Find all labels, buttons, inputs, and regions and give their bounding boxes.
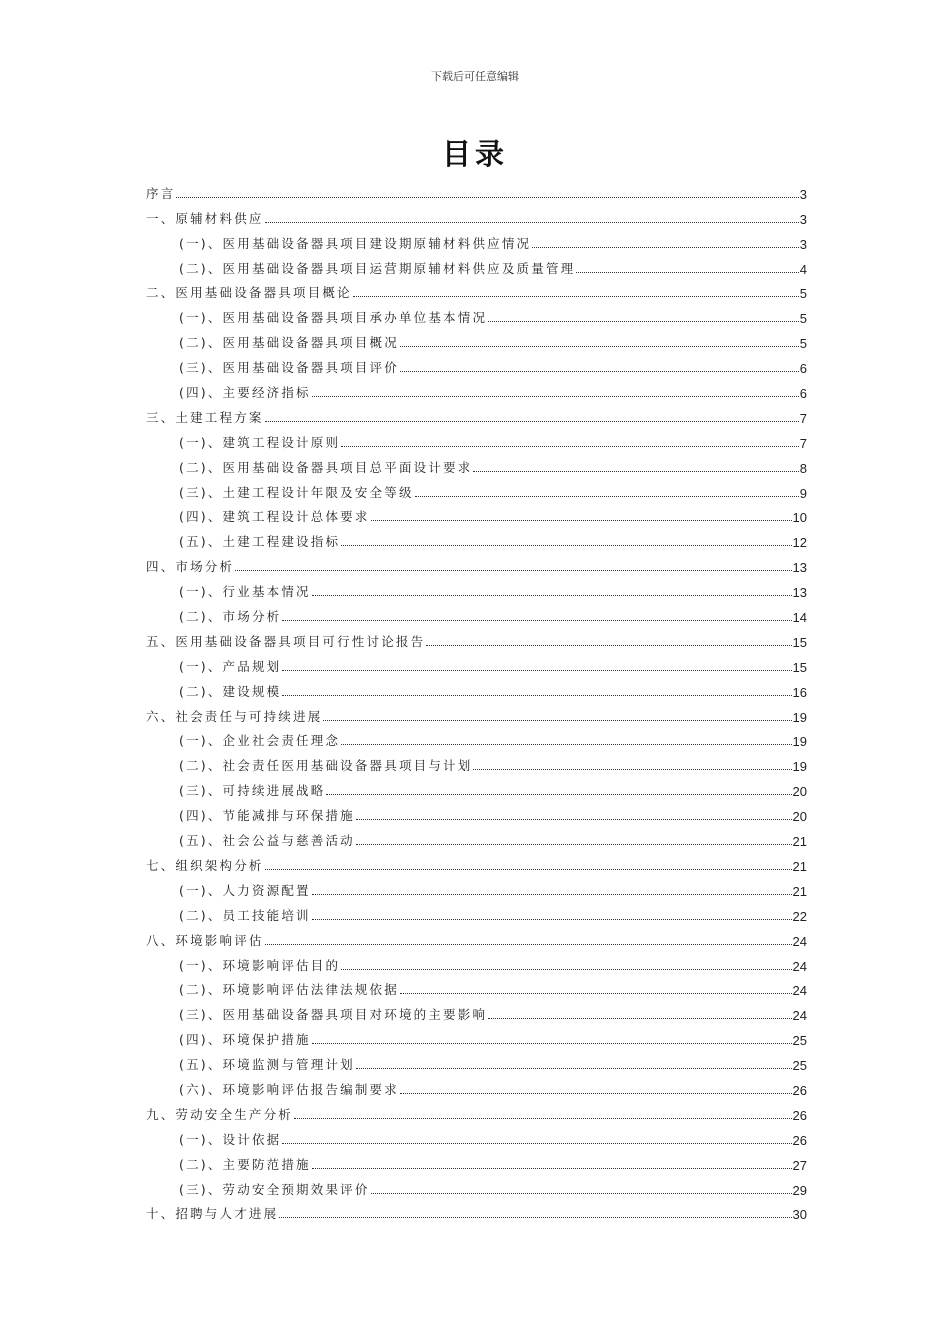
toc-page-number: 19 — [792, 759, 807, 775]
toc-dot-leader — [371, 519, 792, 521]
toc-dot-leader — [400, 345, 799, 347]
toc-dot-leader — [294, 1117, 792, 1119]
toc-subsection-entry[interactable] — [146, 1173, 807, 1198]
toc-page-number: 19 — [792, 734, 807, 750]
toc-page-number: 13 — [792, 560, 807, 576]
toc-entry-label: 三、土建工程方案 — [146, 409, 264, 425]
toc-page-number: 19 — [792, 709, 807, 725]
toc-section-entry[interactable] — [146, 700, 807, 725]
toc-page-number: 24 — [792, 983, 807, 999]
toc-page-number: 30 — [792, 1207, 807, 1223]
toc-entry-label: (三)、劳动安全预期效果评价 — [179, 1181, 370, 1197]
toc-entry-label: (一)、行业基本情况 — [179, 584, 311, 600]
toc-entry-label: (三)、土建工程设计年限及安全等级 — [179, 484, 414, 500]
toc-dot-leader — [265, 420, 799, 422]
toc-page-number: 6 — [799, 361, 807, 377]
toc-dot-leader — [312, 1167, 792, 1169]
toc-page-number: 24 — [792, 958, 807, 974]
toc-page-number: 26 — [792, 1082, 807, 1098]
toc-dot-leader — [282, 694, 791, 696]
toc-dot-leader — [312, 893, 792, 895]
toc-entry-label: 五、医用基础设备器具项目可行性讨论报告 — [146, 633, 426, 649]
toc-subsection-entry[interactable] — [146, 650, 807, 675]
toc-section-entry[interactable] — [146, 1098, 807, 1123]
toc-entry-label: (一)、设计依据 — [179, 1131, 282, 1147]
toc-dot-leader — [265, 943, 792, 945]
toc-subsection-entry[interactable] — [146, 227, 807, 252]
toc-page-number: 7 — [799, 435, 807, 451]
toc-dot-leader — [323, 719, 791, 721]
page-title: 目录 — [441, 137, 508, 171]
toc-subsection-entry[interactable] — [146, 252, 807, 277]
toc-subsection-entry[interactable] — [146, 326, 807, 351]
toc-entry-label: (四)、环境保护措施 — [179, 1032, 311, 1048]
toc-page-number: 26 — [792, 1132, 807, 1148]
toc-entry-label: (二)、医用基础设备器具项目总平面设计要求 — [179, 459, 473, 475]
toc-dot-leader — [400, 1092, 792, 1094]
toc-subsection-entry[interactable] — [146, 1073, 807, 1098]
toc-entry-label: 九、劳动安全生产分析 — [146, 1106, 294, 1122]
toc-entry-label: (一)、人力资源配置 — [179, 882, 311, 898]
toc-dot-leader — [341, 743, 791, 745]
toc-dot-leader — [279, 1216, 791, 1218]
toc-entry-label: (二)、医用基础设备器具项目概况 — [179, 335, 399, 351]
toc-dot-leader — [371, 1192, 792, 1194]
toc-page-number: 21 — [792, 883, 807, 899]
table-of-contents — [146, 177, 807, 1222]
toc-section-entry[interactable] — [146, 924, 807, 949]
toc-dot-leader — [282, 619, 791, 621]
toc-page-number: 3 — [799, 236, 807, 252]
toc-page-number: 20 — [792, 784, 807, 800]
toc-page-number: 16 — [792, 684, 807, 700]
toc-entry-label: (三)、可持续进展战略 — [179, 783, 326, 799]
toc-page-number: 27 — [792, 1157, 807, 1173]
toc-page-number: 21 — [792, 834, 807, 850]
toc-entry-label: 八、环境影响评估 — [146, 932, 264, 948]
toc-section-entry[interactable] — [146, 202, 807, 227]
toc-subsection-entry[interactable] — [146, 774, 807, 799]
toc-dot-leader — [282, 669, 791, 671]
toc-subsection-entry[interactable] — [146, 949, 807, 974]
toc-dot-leader — [576, 271, 798, 273]
toc-entry-label: 二、医用基础设备器具项目概论 — [146, 285, 352, 301]
toc-entry-label: (一)、环境影响评估目的 — [179, 957, 341, 973]
toc-page-number: 15 — [792, 634, 807, 650]
toc-page-number: 25 — [792, 1058, 807, 1074]
page-header: 下载后可任意编辑 — [431, 70, 519, 83]
toc-subsection-entry[interactable] — [146, 476, 807, 501]
toc-subsection-entry[interactable] — [146, 1048, 807, 1073]
toc-entry-label: (二)、社会责任医用基础设备器具项目与计划 — [179, 758, 473, 774]
toc-page-number: 6 — [799, 386, 807, 402]
toc-dot-leader — [473, 768, 791, 770]
toc-subsection-entry[interactable] — [146, 998, 807, 1023]
toc-subsection-entry[interactable] — [146, 799, 807, 824]
toc-dot-leader — [426, 644, 791, 646]
toc-dot-leader — [400, 992, 792, 994]
toc-dot-leader — [312, 918, 792, 920]
toc-subsection-entry[interactable] — [146, 749, 807, 774]
toc-subsection-entry[interactable] — [146, 600, 807, 625]
toc-section-entry[interactable] — [146, 550, 807, 575]
toc-dot-leader — [341, 544, 791, 546]
toc-page-number: 7 — [799, 410, 807, 426]
toc-dot-leader — [265, 868, 792, 870]
toc-entry-label: (四)、节能减排与环保措施 — [179, 808, 355, 824]
toc-dot-leader — [415, 495, 799, 497]
toc-dot-leader — [265, 221, 799, 223]
toc-page-number: 5 — [799, 336, 807, 352]
toc-dot-leader — [312, 1042, 792, 1044]
toc-entry-label: (一)、医用基础设备器具项目建设期原辅材料供应情况 — [179, 235, 532, 251]
toc-page-number: 14 — [792, 610, 807, 626]
toc-page-number: 4 — [799, 261, 807, 277]
toc-subsection-entry[interactable] — [146, 1123, 807, 1148]
toc-entry-label: (二)、员工技能培训 — [179, 907, 311, 923]
toc-subsection-entry[interactable] — [146, 1023, 807, 1048]
toc-dot-leader — [356, 818, 792, 820]
toc-page-number: 26 — [792, 1107, 807, 1123]
toc-dot-leader — [488, 320, 799, 322]
toc-subsection-entry[interactable] — [146, 525, 807, 550]
toc-page-number: 13 — [792, 585, 807, 601]
toc-subsection-entry[interactable] — [146, 874, 807, 899]
toc-page-number: 25 — [792, 1033, 807, 1049]
toc-page-number: 9 — [799, 485, 807, 501]
toc-page-number: 10 — [792, 510, 807, 526]
toc-entry-label: 序言 — [146, 185, 176, 201]
toc-subsection-entry[interactable] — [146, 301, 807, 326]
toc-entry-label: (四)、建筑工程设计总体要求 — [179, 509, 370, 525]
toc-subsection-entry[interactable] — [146, 376, 807, 401]
toc-section-entry[interactable] — [146, 177, 807, 202]
toc-entry-label: (五)、社会公益与慈善活动 — [179, 833, 355, 849]
toc-dot-leader — [312, 395, 799, 397]
toc-entry-label: 一、原辅材料供应 — [146, 210, 264, 226]
toc-dot-leader — [326, 793, 791, 795]
toc-page-number: 29 — [792, 1182, 807, 1198]
toc-dot-leader — [473, 470, 798, 472]
toc-entry-label: (三)、医用基础设备器具项目对环境的主要影响 — [179, 1007, 488, 1023]
toc-page-number: 3 — [799, 211, 807, 227]
toc-dot-leader — [235, 569, 791, 571]
toc-page-number: 3 — [799, 186, 807, 202]
toc-entry-label: (五)、环境监测与管理计划 — [179, 1057, 355, 1073]
toc-entry-label: (一)、医用基础设备器具项目承办单位基本情况 — [179, 310, 488, 326]
toc-dot-leader — [341, 445, 799, 447]
toc-dot-leader — [400, 370, 799, 372]
toc-dot-leader — [341, 968, 791, 970]
toc-entry-label: (二)、医用基础设备器具项目运营期原辅材料供应及质量管理 — [179, 260, 576, 276]
toc-page-number: 24 — [792, 933, 807, 949]
toc-subsection-entry[interactable] — [146, 899, 807, 924]
toc-entry-label: (一)、产品规划 — [179, 658, 282, 674]
toc-dot-leader — [532, 246, 799, 248]
toc-section-entry[interactable] — [146, 401, 807, 426]
toc-entry-label: 四、市场分析 — [146, 559, 235, 575]
toc-dot-leader — [312, 594, 792, 596]
toc-section-entry[interactable] — [146, 1198, 807, 1223]
toc-entry-label: (二)、建设规模 — [179, 683, 282, 699]
toc-subsection-entry[interactable] — [146, 824, 807, 849]
toc-subsection-entry[interactable] — [146, 575, 807, 600]
toc-page-number: 5 — [799, 286, 807, 302]
toc-entry-label: 六、社会责任与可持续进展 — [146, 708, 323, 724]
toc-entry-label: (一)、企业社会责任理念 — [179, 733, 341, 749]
toc-subsection-entry[interactable] — [146, 1148, 807, 1173]
toc-subsection-entry[interactable] — [146, 675, 807, 700]
toc-subsection-entry[interactable] — [146, 501, 807, 526]
toc-entry-label: (三)、医用基础设备器具项目评价 — [179, 360, 399, 376]
toc-entry-label: 七、组织架构分析 — [146, 857, 264, 873]
toc-entry-label: (六)、环境影响评估报告编制要求 — [179, 1081, 399, 1097]
toc-entry-label: (五)、土建工程建设指标 — [179, 534, 341, 550]
toc-subsection-entry[interactable] — [146, 725, 807, 750]
toc-entry-label: (一)、建筑工程设计原则 — [179, 434, 341, 450]
toc-subsection-entry[interactable] — [146, 974, 807, 999]
toc-entry-label: (四)、主要经济指标 — [179, 385, 311, 401]
toc-page-number: 12 — [792, 535, 807, 551]
toc-entry-label: (二)、环境影响评估法律法规依据 — [179, 982, 399, 998]
toc-page-number: 15 — [792, 659, 807, 675]
toc-entry-label: 十、招聘与人才进展 — [146, 1206, 279, 1222]
toc-dot-leader — [282, 1142, 791, 1144]
toc-entry-label: (二)、主要防范措施 — [179, 1156, 311, 1172]
toc-dot-leader — [176, 196, 798, 198]
toc-page-number: 8 — [799, 460, 807, 476]
toc-dot-leader — [356, 1067, 792, 1069]
toc-page-number: 21 — [792, 858, 807, 874]
toc-page-number: 20 — [792, 809, 807, 825]
toc-subsection-entry[interactable] — [146, 451, 807, 476]
toc-dot-leader — [356, 843, 792, 845]
toc-section-entry[interactable] — [146, 277, 807, 302]
toc-subsection-entry[interactable] — [146, 426, 807, 451]
toc-dot-leader — [488, 1017, 791, 1019]
toc-entry-label: (二)、市场分析 — [179, 609, 282, 625]
toc-subsection-entry[interactable] — [146, 351, 807, 376]
toc-section-entry[interactable] — [146, 849, 807, 874]
toc-dot-leader — [353, 295, 799, 297]
toc-page-number: 5 — [799, 311, 807, 327]
toc-page-number: 22 — [792, 908, 807, 924]
toc-page-number: 24 — [792, 1008, 807, 1024]
toc-section-entry[interactable] — [146, 625, 807, 650]
